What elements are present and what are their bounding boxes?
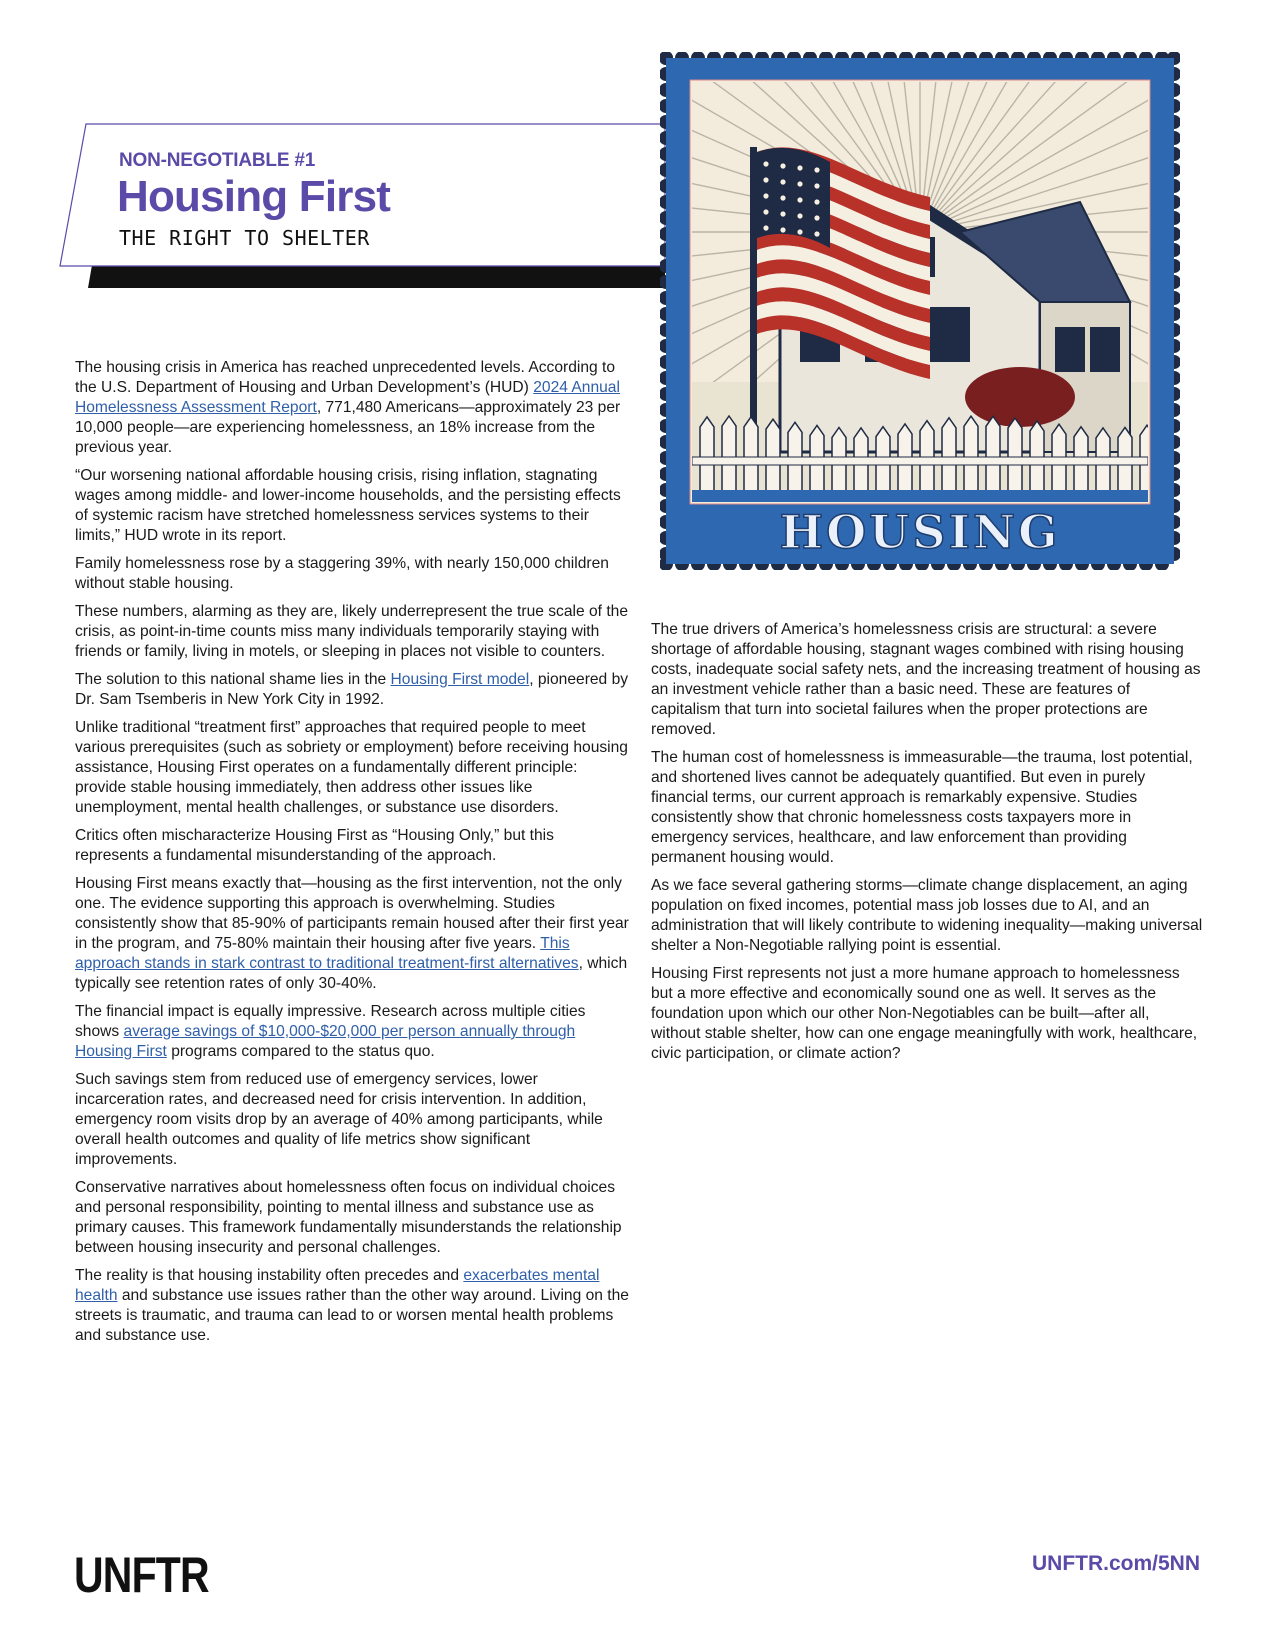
body-paragraph xyxy=(651,876,1203,956)
body-paragraph xyxy=(75,874,630,994)
body-paragraph xyxy=(651,964,1203,1064)
inline-link[interactable]: exacerbates mental health xyxy=(75,1267,600,1304)
paragraph-text: , pioneered by Dr. Sam Tsemberis in New York City in 1992. xyxy=(75,671,629,708)
paragraph-text: Such savings stem from reduced use of emergency services, lower incarceration rates, and decreased need for crisis intervention. In addition, emergency room visits drop by an average of 40% among participants, while overall health outcomes and quality of life metrics show significant improvements. xyxy=(75,1071,603,1168)
inline-link[interactable]: Housing First model xyxy=(390,671,530,688)
header-banner-shape xyxy=(0,0,700,300)
right-text-column xyxy=(651,620,1203,1072)
bush xyxy=(965,367,1075,427)
paragraph-text: and substance use issues rather than the other way around. Living on the streets is traumatic, and trauma can lead to or worsen mental health problems and substance use. xyxy=(75,1287,629,1344)
body-paragraph xyxy=(75,670,630,710)
body-paragraph xyxy=(75,602,630,662)
body-paragraph xyxy=(75,1266,630,1346)
page-subtitle: THE RIGHT TO SHELTER xyxy=(119,226,370,250)
body-paragraph xyxy=(75,466,630,546)
paragraph-text: Unlike traditional “treatment first” approaches that required people to meet various prerequisites (such as sobriety or employment) before receiving housing assistance, Housing First operates on a fundamentally different principle: provide stable housing immediately, then address other issues like unemployment, mental health challenges, or substance use disorders. xyxy=(75,719,628,816)
footer-url-link[interactable]: UNFTR.com/5NN xyxy=(1031,1552,1200,1575)
paragraph-text: The solution to this national shame lies in the xyxy=(75,671,391,688)
paragraph-text: The housing crisis in America has reached unprecedented levels. According to the U.S. Department of Housing and Urban Development’s (HUD) xyxy=(75,359,616,396)
inline-link[interactable]: 2024 Annual Homelessness Assessment Report xyxy=(75,379,620,416)
body-paragraph xyxy=(75,718,630,818)
page-title: Housing First xyxy=(117,172,391,221)
left-text-column xyxy=(75,358,630,1354)
paragraph-text: Housing First means exactly that—housing as the first intervention, not the only one. The evidence supporting this approach is overwhelming. Studies consistently show that 85-90% of participants remain housed after their first year in the program, and 75-80% maintain their housing after five years. xyxy=(75,875,629,952)
body-paragraph xyxy=(75,1178,630,1258)
paragraph-text: The financial impact is equally impressive. Research across multiple cities shows xyxy=(75,1003,586,1040)
house-with-flag-stamp-icon xyxy=(660,52,1180,570)
paragraph-text: , which typically see retention rates of only 30-40%. xyxy=(75,955,628,992)
paragraph-text: Critics often mischaracterize Housing First as “Housing Only,” but this represents a fundamental misunderstanding of the approach. xyxy=(75,827,554,864)
inline-link[interactable]: average savings of $10,000-$20,000 per person annually through Housing First xyxy=(75,1023,576,1060)
body-paragraph xyxy=(75,826,630,866)
paragraph-text: programs compared to the status quo. xyxy=(166,1043,435,1060)
paragraph-text: “Our worsening national affordable housing crisis, rising inflation, stagnating wages among middle- and lower-income households, and the persisting effects of systemic racism have stretched homelessness services systems to their limits,” HUD wrote in its report. xyxy=(75,467,621,544)
paragraph-text: Housing First represents not just a more humane approach to homelessness but a more effective and economically sound one as well. It serves as the foundation upon which our other Non-Negotiables can be built—after all, without stable shelter, how can one engage meaningfully with work, healthcare, civic participation, or climate action? xyxy=(651,965,1198,1062)
paragraph-text: These numbers, alarming as they are, likely underrepresent the true scale of the crisis, as point-in-time counts miss many individuals temporarily staying with friends or family, living in motels, or sleeping in places not visible to counters. xyxy=(75,603,628,660)
body-paragraph xyxy=(75,358,630,458)
paragraph-text: Family homelessness rose by a staggering 39%, with nearly 150,000 children without stable housing. xyxy=(75,555,609,592)
body-paragraph xyxy=(651,748,1203,868)
stamp-label: HOUSING xyxy=(779,505,1061,559)
banner-shadow-bar xyxy=(88,265,665,288)
paragraph-text: The reality is that housing instability often precedes and xyxy=(75,1267,464,1284)
header-panel xyxy=(0,0,700,300)
inline-link[interactable]: This approach stands in stark contrast to traditional treatment-first alternatives xyxy=(75,935,579,972)
paragraph-text: The true drivers of America’s homelessness crisis are structural: a severe shortage of affordable housing, stagnant wages combined with rising housing costs, inadequate social safety nets, and the increasing treatment of housing as an investment vehicle rather than a basic need. These are features of capitalism that turn into societal failures when the proper protections are removed. xyxy=(651,621,1201,738)
body-paragraph xyxy=(75,554,630,594)
paragraph-text: , 771,480 Americans—approximately 23 per 10,000 people—are experiencing homelessness, an 18% increase from the previous year. xyxy=(75,399,621,456)
paragraph-text: As we face several gathering storms—climate change displacement, an aging population on fixed incomes, potential mass job losses due to AI, and an administration that will likely contribute to widening inequality—making universal shelter a Non-Negotiable rallying point is essential. xyxy=(651,877,1203,954)
paragraph-text: Conservative narratives about homelessness often focus on individual choices and personal responsibility, pointing to mental illness and substance use as primary causes. This framework fundamentally misunderstands the relationship between housing insecurity and personal challenges. xyxy=(75,1179,622,1256)
unftr-logo: UNFTR xyxy=(74,1547,209,1603)
housing-stamp-illustration xyxy=(660,52,1180,570)
body-paragraph xyxy=(75,1002,630,1062)
eyebrow-label: NON-NEGOTIABLE #1 xyxy=(119,150,316,171)
body-paragraph xyxy=(651,620,1203,740)
body-paragraph xyxy=(75,1070,630,1170)
paragraph-text: The human cost of homelessness is immeasurable—the trauma, lost potential, and shortened lives cannot be adequately quantified. But even in purely financial terms, our current approach is remarkably expensive. Studies consistently show that chronic homelessness costs taxpayers more in emergency services, healthcare, and law enforcement than providing permanent housing would. xyxy=(651,749,1193,866)
